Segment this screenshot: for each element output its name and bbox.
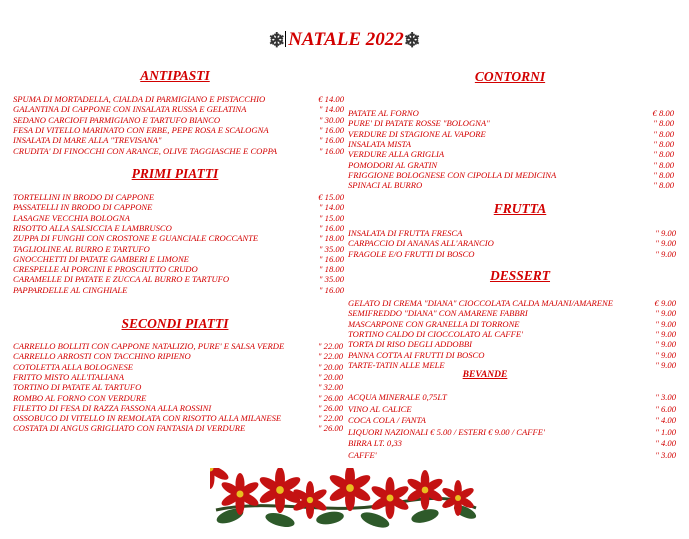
menu-item-price: " 35.00 xyxy=(318,243,344,254)
menu-item-name: COSTATA DI ANGUS GRIGLIATO CON FANTASIA DI VERDURE xyxy=(13,423,246,434)
menu-item-price: " 4.00 xyxy=(655,438,676,449)
menu-item-name: CARAMELLE DI PATATE E ZUCCA AL BURRO E TARTUFO xyxy=(13,274,230,285)
menu-item-price: " 14.00 xyxy=(318,104,344,115)
menu-item-price: € 8.00 xyxy=(652,108,674,118)
menu-item-price: " 20.00 xyxy=(317,371,343,382)
menu-item-name: CARPACCIO DI ANANAS ALL'ARANCIO xyxy=(348,238,494,249)
bevande-heading: BEVANDE xyxy=(462,370,508,380)
menu-item-price: " 20.00 xyxy=(317,361,343,372)
text-cursor xyxy=(285,31,286,47)
menu-item-price: " 14.00 xyxy=(318,202,344,213)
menu-item-price: " 16.00 xyxy=(318,124,344,135)
menu-item-name: TORTELLINI IN BRODO DI CAPPONE xyxy=(13,192,155,202)
menu-item-price: " 9.00 xyxy=(655,328,676,339)
menu-item-name: PAPPARDELLE AL CINGHIALE xyxy=(13,284,128,295)
menu-item-name: ZUPPA DI FUNGHI CON CROSTONE E GUANCIALE CROCCANTE xyxy=(13,233,259,244)
menu-item-price: " 30.00 xyxy=(318,114,344,125)
menu-item-price: " 9.00 xyxy=(655,339,676,350)
menu-item-name: TORTINO DI PATATE AL TARTUFO xyxy=(13,382,142,393)
menu-item-name: CARRELLO BOLLITI CON CAPPONE NATALIZIO, PURE' E SALSA VERDE xyxy=(13,341,285,351)
menu-item-price: " 9.00 xyxy=(655,308,676,319)
snowflake-left-icon: ❄ xyxy=(268,30,286,52)
menu-item-price: " 9.00 xyxy=(655,248,676,259)
menu-item-name: VERDURE DI STAGIONE AL VAPORE xyxy=(348,128,486,139)
menu-item-name: POMODORI AL GRATIN xyxy=(348,159,438,170)
menu-item-price: " 3.00 xyxy=(655,392,676,402)
menu-item-price: € 14.00 xyxy=(318,94,344,104)
menu-item-name: GNOCCHETTI DI PATATE GAMBERI E LIMONE xyxy=(13,253,189,264)
menu-item-name: MASCARPONE CON GRANELLA DI TORRONE xyxy=(348,318,520,329)
menu-item-name: OSSOBUCO DI VITELLO IN REMOLATA CON RISOTTO ALLA MILANESE xyxy=(13,413,282,424)
menu-item-price: " 9.00 xyxy=(655,228,676,238)
menu-item-name: CAFFE' xyxy=(348,450,377,460)
menu-item-price: € 15.00 xyxy=(318,192,344,202)
menu-item-name: CRESPELLE AI PORCINI E PROSCIUTTO CRUDO xyxy=(13,264,198,275)
menu-item-name: PANNA COTTA AI FRUTTI DI BOSCO xyxy=(348,349,485,360)
menu-item-price: " 6.00 xyxy=(655,403,676,414)
menu-item-price: " 26.00 xyxy=(317,402,343,413)
menu-item-name: PURE' DI PATATE ROSSE "BOLOGNA" xyxy=(348,118,490,129)
menu-item-name: FRAGOLE E/O FRUTTI DI BOSCO xyxy=(348,248,475,259)
menu-item-name: TORTINO CALDO DI CIOCCOLATO AL CAFFE' xyxy=(348,328,523,339)
menu-item-price: " 3.00 xyxy=(655,450,676,460)
menu-item-price: " 9.00 xyxy=(655,238,676,249)
poinsettia-decoration-icon xyxy=(210,468,480,532)
menu-item-price: " 9.00 xyxy=(655,349,676,360)
menu-item-price: " 16.00 xyxy=(318,284,344,295)
menu-item-price: " 9.00 xyxy=(655,359,676,370)
menu-item-name: FRITTO MISTO ALL'ITALIANA xyxy=(13,371,125,382)
menu-item-name: RISOTTO ALLA SALSICCIA E LAMBRUSCO xyxy=(13,222,172,233)
menu-item-price: " 26.00 xyxy=(317,423,343,434)
menu-item-name: CRUDITA' DI FINOCCHI CON ARANCE, OLIVE TAGGIASCHE E COPPA xyxy=(13,145,278,156)
menu-item-name: COCA COLA / FANTA xyxy=(348,415,426,426)
menu-item-price: € 9.00 xyxy=(654,298,676,308)
menu-item-price: " 16.00 xyxy=(318,222,344,233)
menu-title-text: NATALE 2022 xyxy=(288,29,404,50)
menu-item-price: " 8.00 xyxy=(653,138,674,149)
menu-item-price: " 8.00 xyxy=(653,159,674,170)
menu-item-price: " 8.00 xyxy=(653,169,674,180)
menu-item-name: LASAGNE VECCHIA BOLOGNA xyxy=(13,212,130,223)
menu-item-name: PASSATELLI IN BRODO DI CAPPONE xyxy=(13,202,153,213)
menu-item-name: FILETTO DI FESA DI RAZZA FASSONA ALLA ROSSINI xyxy=(13,402,212,413)
antipasti-heading: ANTIPASTI xyxy=(140,68,210,83)
menu-item-name: ROMBO AL FORNO CON VERDURE xyxy=(13,392,147,403)
menu-item-price: " 15.00 xyxy=(318,212,344,223)
menu-item-name: PATATE AL FORNO xyxy=(348,108,419,118)
menu-item-price: " 16.00 xyxy=(318,253,344,264)
menu-item-name: TARTE-TATIN ALLE MELE xyxy=(348,359,445,370)
menu-item-price: " 8.00 xyxy=(653,180,674,191)
contorni-heading: CONTORNI xyxy=(474,69,546,84)
menu-item-name: SEDANO CARCIOFI PARMIGIANO E TARTUFO BIANCO xyxy=(13,114,221,125)
menu-item-price: " 4.00 xyxy=(655,415,676,426)
menu-item-price: " 8.00 xyxy=(653,118,674,129)
menu-item-price: " 8.00 xyxy=(653,128,674,139)
menu-item-name: BIRRA LT. 0,33 xyxy=(348,438,402,449)
menu-item-name: TORTA DI RISO DEGLI ADDOBBI xyxy=(348,339,472,350)
menu-item-name: VERDURE ALLA GRIGLIA xyxy=(348,149,445,160)
menu-item-price: " 9.00 xyxy=(655,318,676,329)
menu-item-name: FRIGGIONE BOLOGNESE CON CIPOLLA DI MEDICINA xyxy=(348,169,557,180)
menu-item-price: " 1.00 xyxy=(655,426,676,437)
menu-item-price: " 22.00 xyxy=(317,413,343,424)
menu-item-name: COTOLETTA ALLA BOLOGNESE xyxy=(13,361,134,372)
menu-item-price: " 32.00 xyxy=(317,382,343,393)
menu-item-price: " 26.00 xyxy=(317,392,343,403)
menu-item-name: FESA DI VITELLO MARINATO CON ERBE, PEPE ROSA E SCALOGNA xyxy=(13,124,269,135)
menu-item-price: " 18.00 xyxy=(318,233,344,244)
frutta-heading: FRUTTA xyxy=(493,201,547,216)
secondi-heading: SECONDI PIATTI xyxy=(121,316,229,331)
menu-title xyxy=(0,26,689,51)
menu-item-name: SEMIFREDDO "DIANA" CON AMARENE FABBRI xyxy=(348,308,528,319)
menu-item-name: INSALATA DI MARE ALLA "TREVISANA" xyxy=(13,135,162,146)
menu-item-name: SPUMA DI MORTADELLA, CIALDA DI PARMIGIANO E PISTACCHIO xyxy=(13,94,266,104)
menu-item-price: " 8.00 xyxy=(653,149,674,160)
menu-item-price: " 16.00 xyxy=(318,145,344,156)
menu-item-name: TAGLIOLINE AL BURRO E TARTUFO xyxy=(13,243,150,254)
menu-item-name: ACQUA MINERALE 0,75LT xyxy=(348,392,447,402)
menu-item-name: LIQUORI NAZIONALI € 5.00 / ESTERI € 9.00 / CAFFE' xyxy=(348,426,545,437)
menu-item-name: CARRELLO ARROSTI CON TACCHINO RIPIENO xyxy=(13,351,191,362)
menu-item-price: " 35.00 xyxy=(318,274,344,285)
primi-heading: PRIMI PIATTI xyxy=(131,166,219,181)
menu-item-name: INSALATA MISTA xyxy=(348,138,411,149)
menu-item-name: SPINACI AL BURRO xyxy=(348,180,423,191)
menu-item-name: GELATO DI CREMA "DIANA" CIOCCOLATA CALDA MAJANI/AMARENE xyxy=(348,298,614,308)
menu-item-price: " 22.00 xyxy=(317,341,343,351)
menu-item-name: GALANTINA DI CAPPONE CON INSALATA RUSSA E GELATINA xyxy=(13,104,247,115)
menu-item-name: INSALATA DI FRUTTA FRESCA xyxy=(348,228,463,238)
menu-item-price: " 18.00 xyxy=(318,264,344,275)
snowflake-right-icon: ❄ xyxy=(403,30,421,52)
menu-item-price: " 22.00 xyxy=(317,351,343,362)
dessert-heading: DESSERT xyxy=(489,268,551,283)
menu-item-name: VINO AL CALICE xyxy=(348,403,412,414)
menu-item-price: " 16.00 xyxy=(318,135,344,146)
